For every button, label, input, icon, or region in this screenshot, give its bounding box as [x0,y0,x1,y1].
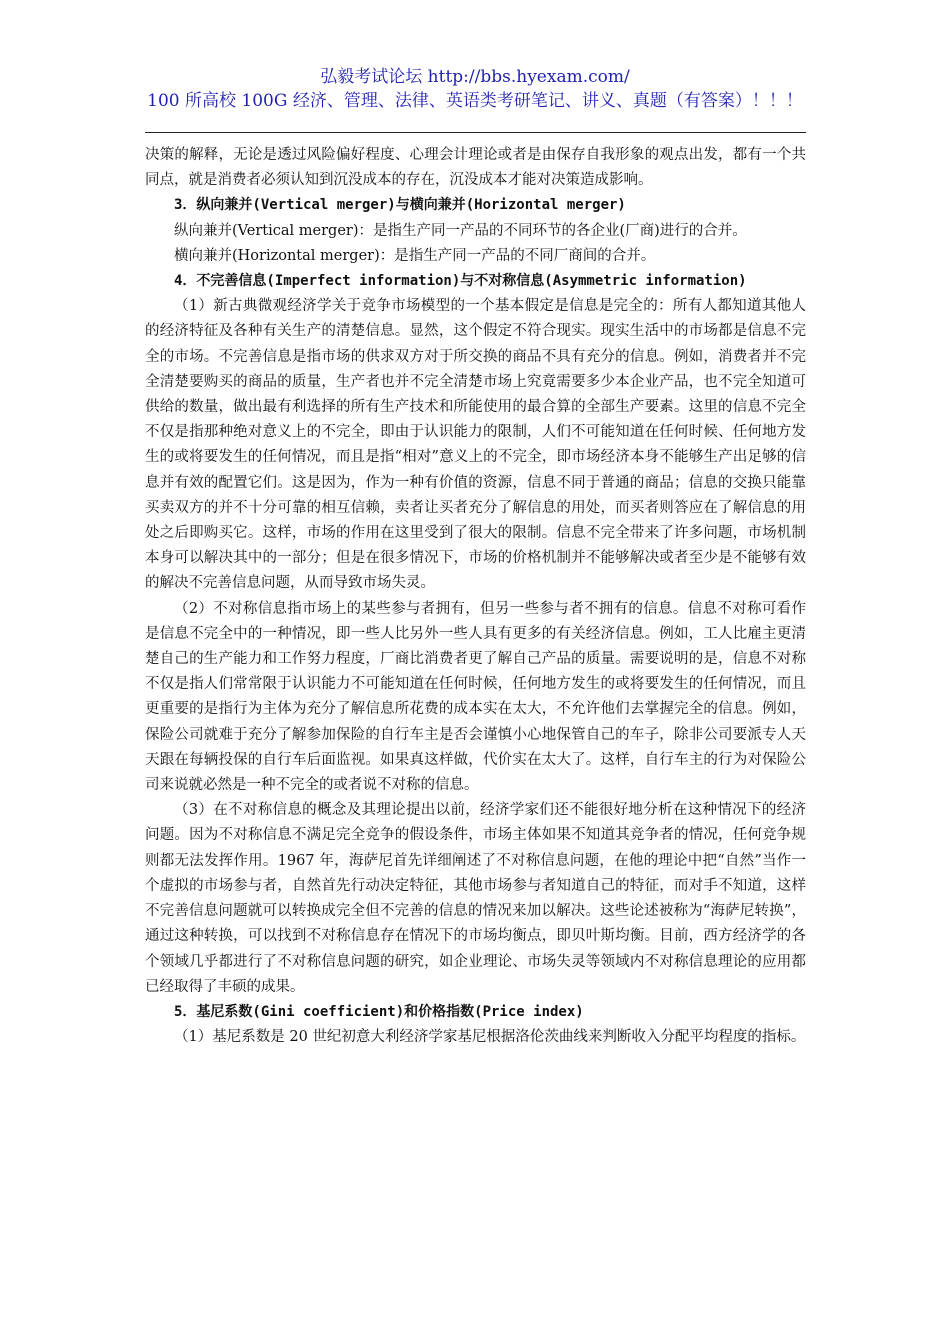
section-heading-gini: 5．基尼系数(Gini coefficient)和价格指数(Price index) [174,1003,584,1020]
paragraph-horizontal-merger: 横向兼并(Horizontal merger)：是指生产同一产品的不同厂商间的合并。 [174,247,656,264]
paragraph-sunk-cost: 决策的解释，无论是透过风险偏好程度、心理会计理论或者是由保存自我形象的观点出发，都有一个共同点，就是消费者必须认知到沉没成本的存在，沉没成本才能对决策造成影响。 [145,147,806,189]
paragraph-imperfect-info: （1）新古典微观经济学关于竞争市场模型的一个基本假定是信息是完全的：所有人都知道其他人的经济特征及各种有关生产的清楚信息。显然，这个假定不符合现实。现实生活中的市场都是信息不完全的市场。不完善信息是指市场的供求双方对于所交换的商品不具有充分的信息。例如，消费者并不完全清楚要购买的商品的质量，生产者也并不完全清楚市场上究竟需要多少本企业产品，也不完全知道可供给的数量，做出最有利选择的所有生产技术和所能使用的最合算的全部生产要素。这里的信息不完全不仅是指那种绝对意义上的不完全，即由于认识能力的限制，人们不可能知道在任何时候、任何地方发生的或将要发生的任何情况，而且是指“相对”意义上的不完全，即市场经济本身不能够生产出足够的信息并有效的配置它们。这是因为，作为一种有价值的资源，信息不同于普通的商品；信息的交换只能靠买卖双方的并不十分可靠的相互信赖，卖者让买者充分了解信息的用处，而买者则答应在了解信息的用处之后即购买它。这样，市场的作用在这里受到了很大的限制。信息不完全带来了许多问题，市场机制本身可以解决其中的一部分；但是在很多情况下，市场的价格机制并不能够解决或者至少是不能够有效的解决不完善信息问题，从而导致市场失灵。 [145,298,806,592]
header-divider [145,132,806,133]
gini-number: （1） [174,1029,213,1046]
paragraph-asymmetric-info: （2）不对称信息指市场上的某些参与者拥有，但另一些参与者不拥有的信息。信息不对称可看作是信息不完全中的一种情况，即一些人比另外一些人具有更多的有关经济信息。例如，工人比雇主更清楚自己的生产能力和工作努力程度，厂商比消费者更了解自己产品的质量。需要说明的是，信息不对称不仅是指人们常常限于认识能力不可能知道在任何时候，任何地方发生的或将要发生的任何情况，而且更重要的是指行为主体为充分了解信息所花费的成本实在太大，不允许他们去掌握完全的信息。例如，保险公司就难于充分了解参加保险的自行车主是否会谨慎小心地保管自己的车子，除非公司要派专人天天跟在每辆投保的自行车后面监视。如果真这样做，代价实在太大了。这样，自行车主的行为对保险公司来说就必然是一种不完全的或者说不对称的信息。 [145,600,806,794]
header-tagline: 100 所高校 100G 经济、管理、法律、英语类考研笔记、讲义、真题（有答案）！！！ [147,91,803,111]
paragraph-harsanyi: （3）在不对称信息的概念及其理论提出以前，经济学家们还不能很好地分析在这种情况下的经济问题。因为不对称信息不满足完全竞争的假设条件，市场主体如果不知道其竞争者的情况，任何竞争规则都无法发挥作用。1967 年，海萨尼首先详细阐述了不对称信息问题，在他的理论中把“自然”当作一个虚拟的市场参与者，自然首先行动决定特征，其他市场参与者知道自己的特征，而对手不知道，这样不完善信息问题就可以转换成完全但不完善的信息的情况来加以解决。这些论述被称为“海萨尼转换”，通过这种转换，可以找到不对称信息存在情况下的市场均衡点，即贝叶斯均衡。目前，西方经济学的各个领域几乎都进行了不对称信息问题的研究，如企业理论、市场失灵等领域内不对称信息理论的应用都已经取得了丰硕的成果。 [145,802,806,995]
page-header [0,66,950,112]
paragraph-gini [145,1025,806,1050]
section-heading-merger: 3．纵向兼并(Vertical merger)与横向兼并(Horizontal merger) [174,197,626,214]
paragraph-vertical-merger: 纵向兼并(Vertical merger)：是指生产同一产品的不同环节的各企业(厂商)进行的合并。 [174,222,747,239]
header-forum-link[interactable]: 弘毅考试论坛 http://bbs.hyexam.com/ [320,67,630,87]
section-heading-information: 4．不完善信息(Imperfect information)与不对称信息(Asymmetric information) [174,273,747,290]
gini-text: 基尼系数是 20 世纪初意大利经济学家基尼根据洛伦茨曲线来判断收入分配平均程度的指标。 [212,1029,806,1046]
document-body [145,143,806,1050]
